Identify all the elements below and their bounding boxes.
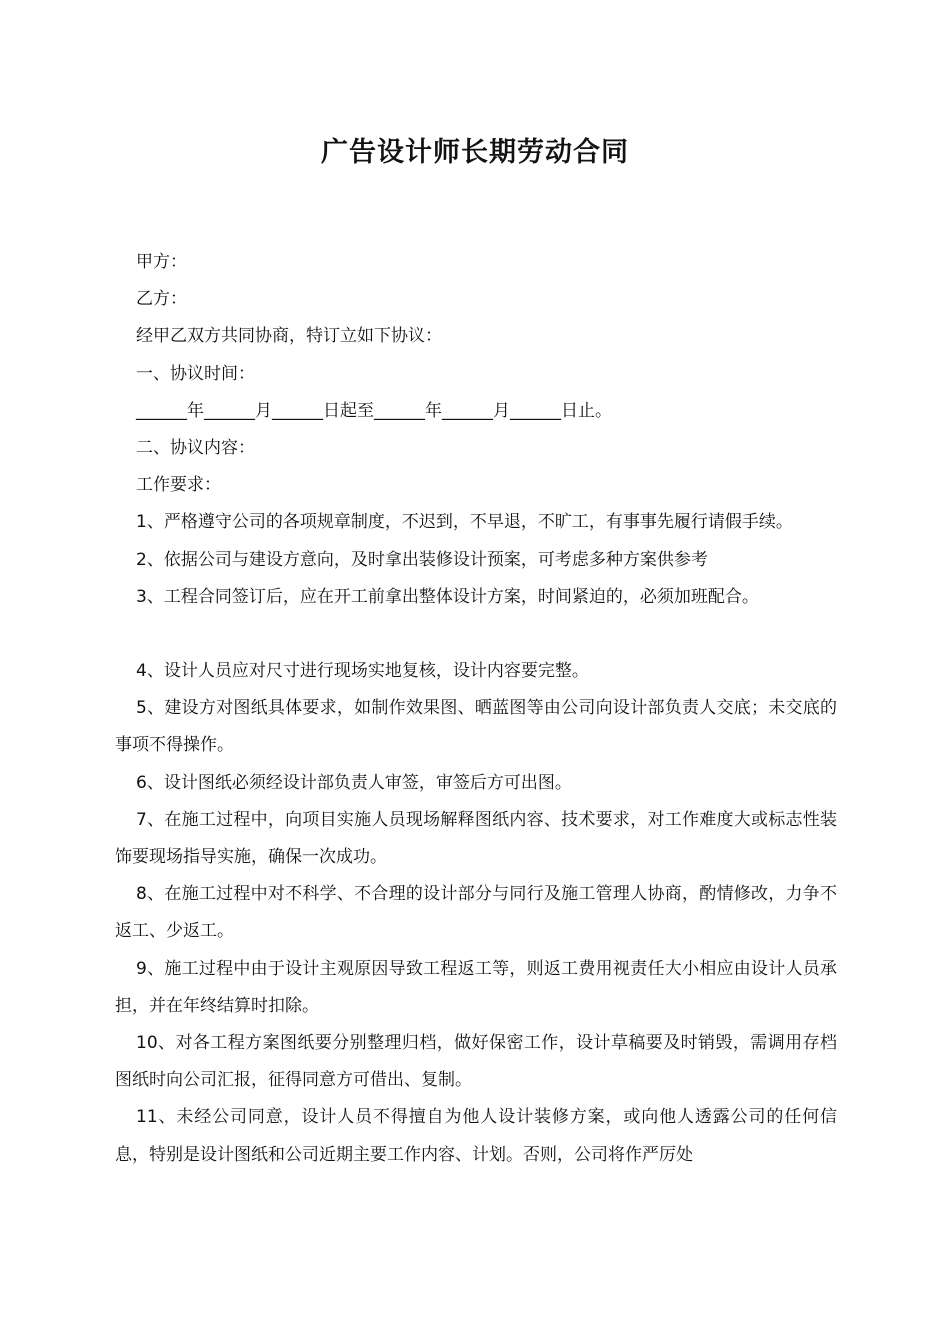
- section-heading-content: 二、协议内容：: [136, 438, 255, 459]
- clause-11: 11、未经公司同意，设计人员不得擅自为他人设计装修方案，或向他人透露公司的任何信息，特别是设计图纸和公司近期主要工作内容、计划。否则，公司将作严厉处: [115, 1107, 837, 1165]
- clause-8: 8、在施工过程中对不科学、不合理的设计部分与同行及施工管理人协商，酌情修改，力争不返工、少返工。: [115, 884, 837, 942]
- intro-paragraph: 经甲乙双方共同协商，特订立如下协议：: [136, 326, 442, 347]
- document-body: [115, 244, 837, 1174]
- clause-7: 7、在施工过程中，向项目实施人员现场解释图纸内容、技术要求，对工作难度大或标志性装饰要现场指导实施，确保一次成功。: [115, 809, 837, 868]
- clause-6: 6、设计图纸必须经设计部负责人审签，审签后方可出图。: [136, 772, 572, 793]
- party-a-line: 甲方：: [136, 252, 187, 272]
- document-title: 广告设计师长期劳动合同: [321, 137, 629, 168]
- section-heading-term: 一、协议时间：: [136, 363, 255, 384]
- clause-5: 5、建设方对图纸具体要求，如制作效果图、晒蓝图等由公司向设计部负责人交底；未交底的事项不得操作。: [115, 698, 837, 756]
- term-date-line: ______年______月______日起至______年______月______日止。: [136, 400, 612, 421]
- blank-line: [115, 616, 837, 653]
- clause-1: 1、严格遵守公司的各项规章制度，不迟到，不早退，不旷工，有事事先履行请假手续。: [136, 512, 793, 533]
- clause-3: 3、工程合同签订后，应在开工前拿出整体设计方案，时间紧迫的，必须加班配合。: [136, 586, 759, 607]
- party-b-line: 乙方：: [136, 289, 187, 310]
- clause-2: 2、依据公司与建设方意向，及时拿出装修设计预案，可考虑多种方案供参考: [136, 549, 708, 570]
- clause-4: 4、设计人员应对尺寸进行现场实地复核，设计内容要完整。: [136, 661, 589, 682]
- clause-9: 9、施工过程中由于设计主观原因导致工程返工等，则返工费用视责任大小相应由设计人员承担，并在年终结算时扣除。: [115, 958, 837, 1016]
- work-requirements-heading: 工作要求：: [136, 475, 221, 496]
- clause-10: 10、对各工程方案图纸要分别整理归档，做好保密工作，设计草稿要及时销毁，需调用存档图纸时向公司汇报，征得同意方可借出、复制。: [115, 1033, 837, 1091]
